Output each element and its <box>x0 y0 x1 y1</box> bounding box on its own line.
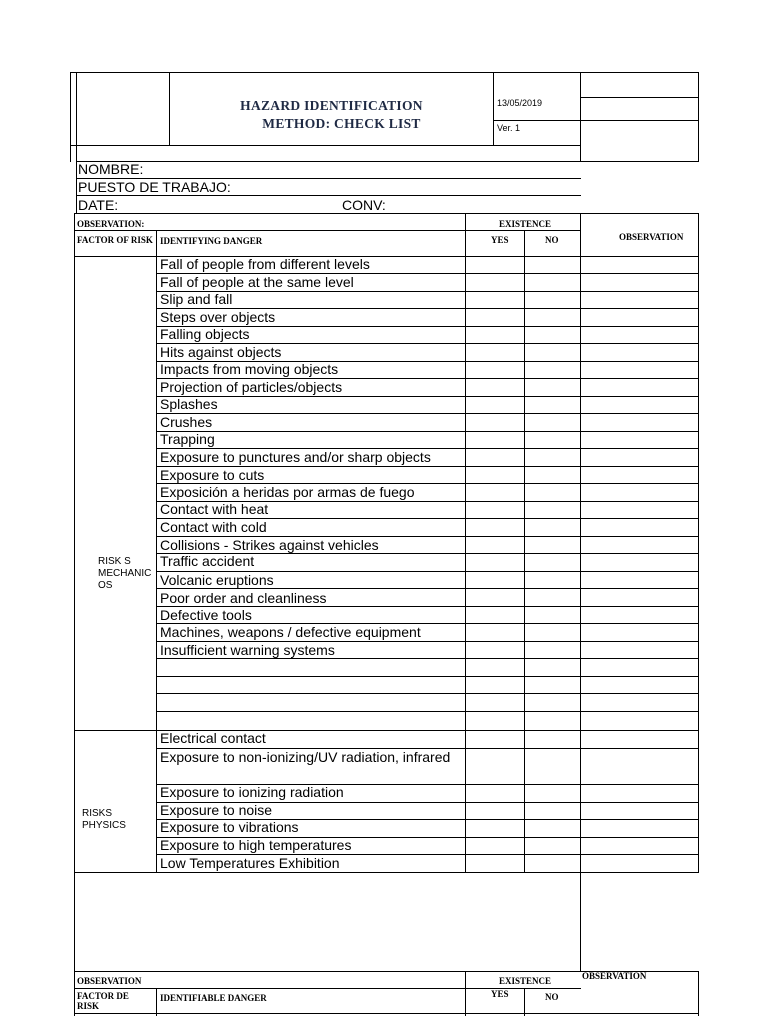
factor-of-risk-header: FACTOR OF RISK <box>77 235 153 245</box>
observation-label: OBSERVATION: <box>77 219 145 229</box>
date-field[interactable]: DATE: <box>78 197 119 213</box>
hazard-item: Impacts from moving objects <box>160 361 339 377</box>
hazard-item: Splashes <box>160 396 218 412</box>
identifying-danger-header: IDENTIFYING DANGER <box>160 236 263 246</box>
yes-header-2: YES <box>491 989 509 999</box>
hazard-item: Crushes <box>160 414 213 430</box>
category-mechanical-risks <box>91 556 153 592</box>
no-header-2: NO <box>545 992 559 1002</box>
observation-column-header: OBSERVATION <box>619 232 684 242</box>
hazard-item: Exposure to noise <box>160 802 273 818</box>
hazard-item: Contact with cold <box>160 519 267 535</box>
hazard-item: Slip and fall <box>160 291 233 307</box>
hazard-item: Contact with heat <box>160 501 269 517</box>
hazard-item: Electrical contact <box>160 730 266 746</box>
hazard-item: Exposure to vibrations <box>160 819 299 835</box>
hazard-item: Exposure to ionizing radiation <box>160 784 344 800</box>
hazard-item: Falling objects <box>160 326 250 342</box>
identifiable-danger-header: IDENTIFIABLE DANGER <box>160 993 267 1003</box>
hazard-item: Traffic accident <box>160 553 255 569</box>
hazard-item: Exposure to punctures and/or sharp objects <box>160 449 431 465</box>
hazard-item: Steps over objects <box>160 309 276 325</box>
hazard-item: Exposure to cuts <box>160 467 265 483</box>
hazard-item: Exposure to high temperatures <box>160 837 352 853</box>
observation-label-2: OBSERVATION <box>77 976 142 986</box>
category-mechanical-label: RISK S MECHANIC OS <box>98 556 152 591</box>
category-physical-label: RISKS PHYSICS <box>82 808 126 831</box>
no-header: NO <box>545 235 559 245</box>
hazard-item: Fall of people from different levels <box>160 256 370 272</box>
hazard-item: Defective tools <box>160 607 252 623</box>
observation-column-header-2: OBSERVATION <box>582 971 647 981</box>
hazard-item: Trapping <box>160 431 215 447</box>
factor-de-risk-header: FACTOR DE RISK <box>77 991 129 1011</box>
hazard-item: Exposición a heridas por armas de fuego <box>160 484 415 500</box>
hazard-item: Machines, weapons / defective equipment <box>160 624 421 640</box>
hazard-item: Insufficient warning systems <box>160 642 335 658</box>
hazard-item: Poor order and cleanliness <box>160 590 327 606</box>
existence-header: EXISTENCE <box>499 219 552 229</box>
document-title-line2: METHOD: CHECK LIST <box>262 116 421 131</box>
document-date: 13/05/2019 <box>497 98 543 108</box>
hazard-item: Volcanic eruptions <box>160 572 274 588</box>
puesto-de-trabajo-field[interactable]: PUESTO DE TRABAJO: <box>78 179 231 195</box>
nombre-field[interactable]: NOMBRE: <box>78 161 144 177</box>
hazard-item: Hits against objects <box>160 344 282 360</box>
hazard-item: Collisions - Strikes against vehicles <box>160 537 379 553</box>
document-version: Ver. 1 <box>497 123 521 133</box>
hazard-item: Low Temperatures Exhibition <box>160 855 340 871</box>
hazard-item: Exposure to non-ionizing/UV radiation, infrared <box>160 749 451 765</box>
hazard-item: Fall of people at the same level <box>160 274 354 290</box>
hazard-item: Projection of particles/objects <box>160 379 343 395</box>
existence-header-2: EXISTENCE <box>499 976 552 986</box>
conv-field[interactable]: CONV: <box>342 197 386 213</box>
yes-header: YES <box>491 235 509 245</box>
document-title-line1: HAZARD IDENTIFICATION <box>240 98 423 113</box>
